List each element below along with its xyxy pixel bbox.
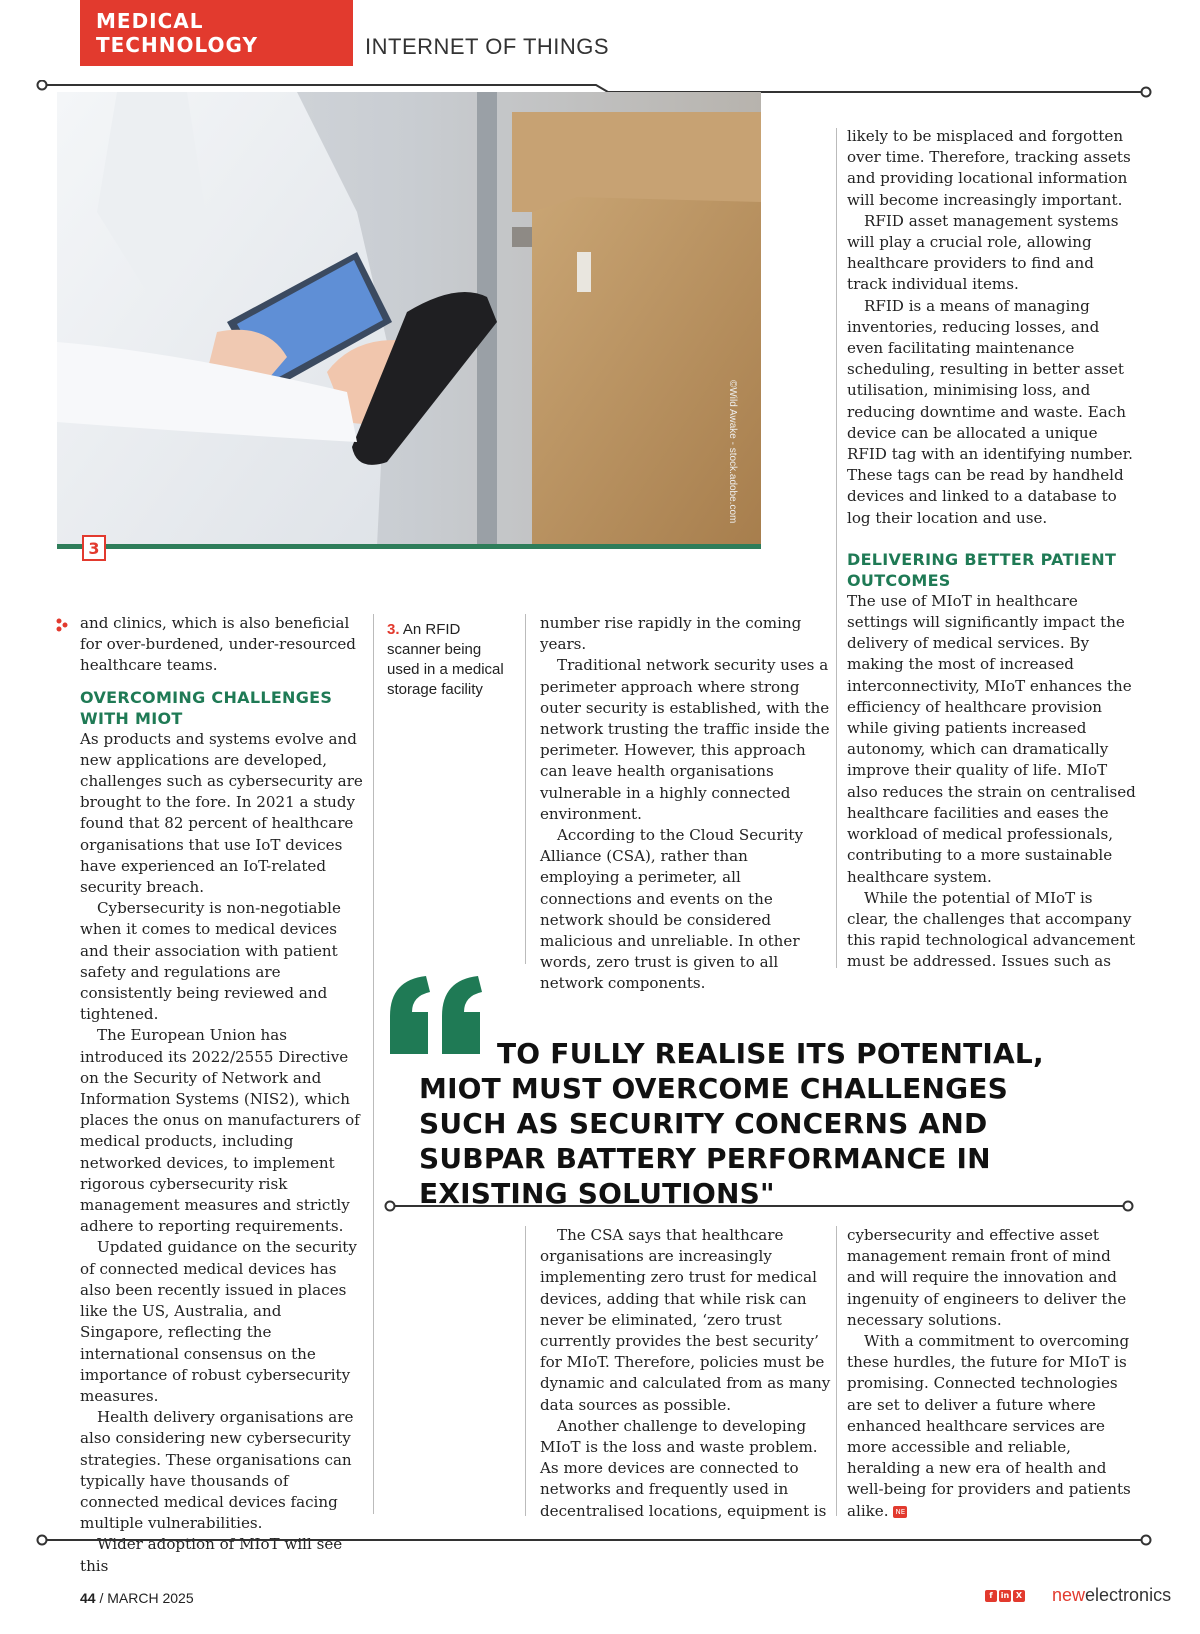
paragraph: While the potential of MIoT is clear, the challenges that accompany this rapid technological advancement must be addressed. Issues such as (847, 888, 1136, 971)
photo-underline (57, 544, 761, 549)
linkedin-icon[interactable]: in (1000, 1591, 1010, 1600)
paragraph: Updated guidance on the security of connected medical devices has also been recently issued in places like the US, Australia, and Singapore, reflecting the international consensus on the importance of robust cybersecurity measures. (80, 1238, 357, 1405)
paragraph: The CSA says that healthcare organisations are increasingly implementing zero trust for medical devices, adding that while risk can never be eliminated, ‘zero trust currently provides the best security’ for MIoT. Therefore, policies must be dynamic and calculated from as many data sources as possible. (540, 1226, 831, 1414)
facebook-icon[interactable]: f (985, 1590, 997, 1602)
paragraph: RFID asset management systems will play a crucial role, allowing healthcare providers to find and track individual items. (847, 211, 1119, 294)
column-divider (836, 1226, 837, 1516)
caption-number: 3. (387, 621, 400, 638)
paragraph: As products and systems evolve and new applications are developed, challenges such as cybersecurity are brought to the fore. In 2021 a study found that 82 percent of healthcare organisations that use IoT devices have experienced an IoT-related security breach. (80, 729, 363, 897)
end-mark-icon: NE (893, 1506, 907, 1518)
subheading: DELIVERING BETTER PATIENT OUTCOMES (847, 549, 1117, 590)
issue-date: / MARCH 2025 (99, 1590, 194, 1606)
paragraph: Health delivery organisations are also considering new cybersecurity strategies. These organisations can typically have thousands of connected medical devices facing multiple vulnerabilities. (80, 1408, 354, 1533)
subheading: OVERCOMING CHALLENGES WITH MIOT (80, 687, 333, 728)
paragraph (847, 1331, 1137, 1522)
paragraph: Another challenge to developing MIoT is the loss and waste problem. As more devices are connected to networks and frequently used in decentralised locations, equipment is (540, 1416, 827, 1520)
column-divider (525, 1226, 526, 1516)
page-number: 44 (80, 1590, 96, 1606)
column-4-bottom (847, 1225, 1137, 1522)
quote-rule (384, 1199, 1134, 1213)
caption-text: An RFID scanner being used in a medical storage facility (387, 621, 504, 698)
brand-logo (1052, 1585, 1171, 1606)
continuation-icon (55, 618, 69, 632)
rfid-scanner-photo (57, 92, 761, 546)
paragraph: cybersecurity and effective asset management remain front of mind and will require the innovation and ingenuity of engineers to deliver the necessary solutions. (847, 1226, 1127, 1329)
bottom-rule (36, 1533, 1154, 1547)
column-divider (836, 128, 837, 968)
brand-prefix: new (1052, 1585, 1086, 1605)
paragraph: According to the Cloud Security Alliance (CSA), rather than employing a perimeter, all connections and events on the network should be considered malicious and unreliable. In other words, zero trust is given to all network components. (540, 826, 803, 993)
section-topic: INTERNET OF THINGS (365, 34, 610, 59)
paragraph: RFID is a means of managing inventories, reducing losses, and even facilitating maintenance scheduling, resulting in better asset utilisation, minimising loss, and reducing downtime and waste. Each device can be allocated a unique RFID tag with an identifying number. These tags can be read by handheld devices and linked to a database to log their location and use. (847, 296, 1133, 527)
pull-quote-text: TO FULLY REALISE ITS POTENTIAL, MIOT MUST OVERCOME CHALLENGES SUCH AS SECURITY CONCERNS AND SUBPAR BATTERY PERFORMANCE IN EXISTING SOLUTIONS" (419, 1037, 1044, 1210)
column-divider (525, 614, 526, 964)
paragraph: Traditional network security uses a perimeter approach where strong outer security is established, with the network trusting the traffic inside the perimeter. However, this approach can leave health organisations vulnerable in a highly connected environment. (540, 656, 830, 823)
paragraph: number rise rapidly in the coming years. (540, 614, 802, 654)
page-footer (80, 1590, 194, 1606)
paragraph: and clinics, which is also beneficial for over-burdened, under-resourced healthcare teams. (80, 614, 356, 675)
brand-suffix: electronics (1085, 1585, 1172, 1605)
column-4-top (847, 126, 1137, 973)
paragraph-text: With a commitment to overcoming these hurdles, the future for MIoT is promising. Connected technologies are set to deliver a future where enhanced healthcare services are more accessible and reliable, heralding a new era of health and well-being for providers and patients alike. (847, 1332, 1131, 1520)
column-1 (80, 613, 366, 1577)
figure-caption (387, 620, 517, 700)
x-icon[interactable]: X (1013, 1590, 1025, 1602)
column-divider (373, 614, 374, 1514)
column-3-bottom (540, 1225, 832, 1522)
paragraph: likely to be misplaced and forgotten over time. Therefore, tracking assets and providing locational information will become increasingly important. (847, 127, 1131, 209)
column-3-top (540, 613, 832, 995)
photo-credit: ©Wild Awake - stock.adobe.com (727, 380, 738, 524)
paragraph: The use of MIoT in healthcare settings will significantly impact the delivery of medical services. By making the most of increased interconnectivity, MIoT enhances the efficiency of healthcare provision while giving patients increased autonomy, which can dramatically improve their quality of life. MIoT also reduces the strain on centralised healthcare facilities and eases the workload of medical professionals, contributing to a more sustainable healthcare system. (847, 591, 1136, 886)
paragraph: Cybersecurity is non-negotiable when it comes to medical devices and their association with patient safety and regulations are consistently being reviewed and tightened. (80, 899, 341, 1024)
pull-quote (419, 1036, 1079, 1211)
paragraph: Wider adoption of MIoT will see this (80, 1535, 343, 1575)
figure-number: 3 (82, 535, 106, 561)
paragraph: The European Union has introduced its 2022/2555 Directive on the Security of Network and Information Systems (NIS2), which places the onus on manufacturers of medical products, including networked devices, to implement rigorous cybersecurity risk management measures and strictly adhere to reporting requirements. (80, 1026, 360, 1236)
social-icons (985, 1590, 1025, 1602)
section-tag: MEDICAL TECHNOLOGY (80, 0, 353, 66)
